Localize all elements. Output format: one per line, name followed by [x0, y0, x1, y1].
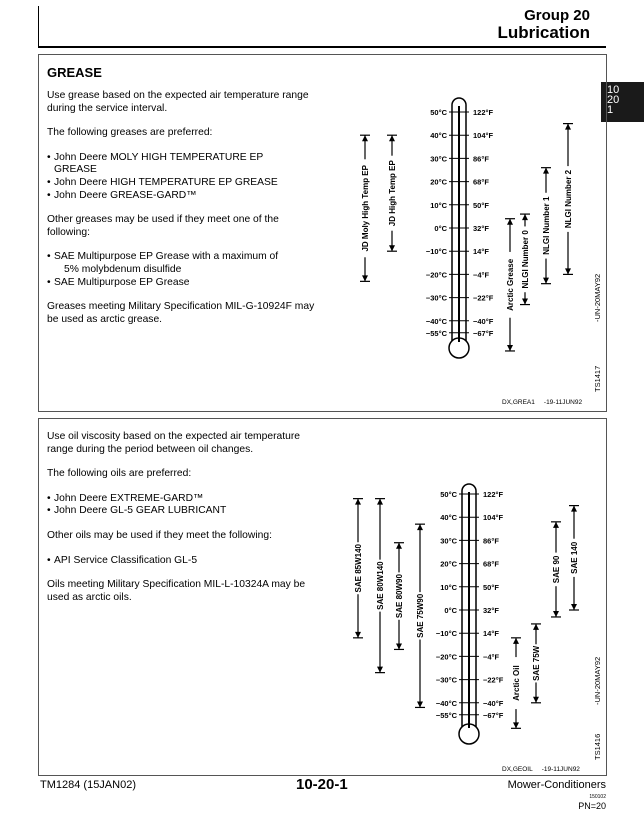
fahrenheit-label: 122°F	[483, 490, 504, 499]
celsius-label: 40°C	[440, 513, 457, 523]
arrow-up-icon	[533, 624, 539, 630]
range-label: NLGI Number 1	[542, 196, 551, 255]
grease-text	[47, 90, 317, 338]
fahrenheit-label: 32°F	[483, 606, 499, 615]
celsius-label: 0°C	[444, 606, 457, 615]
oil-arctic-note: Oils meeting Military Specification MIL-L-10324A may be used as arctic oils.	[47, 579, 306, 603]
celsius-label: −20°C	[435, 652, 457, 662]
celsius-label: 0°C	[434, 224, 447, 233]
grease-heading: GREASE	[47, 65, 102, 80]
figure-id: TS1416	[593, 733, 602, 760]
fahrenheit-labels	[473, 108, 494, 338]
grease-preferred-list	[47, 152, 317, 202]
range-label: NLGI Number 0	[521, 230, 530, 289]
celsius-label: −30°C	[425, 293, 447, 303]
group-number: Group 20	[524, 7, 590, 24]
fahrenheit-label: 50°F	[473, 200, 489, 210]
arrow-up-icon	[362, 135, 368, 141]
celsius-label: −30°C	[435, 675, 457, 685]
celsius-label: 10°C	[430, 200, 447, 210]
celsius-label: −10°C	[435, 629, 457, 639]
pn-number: PN=20	[578, 801, 606, 811]
list-item: • SAE Multipurpose EP Grease	[47, 277, 317, 290]
arrow-down-icon	[553, 611, 559, 617]
arrow-down-icon	[565, 268, 571, 274]
range-label: SAE 90	[552, 555, 561, 584]
grease-ref: DX,GREA1 -19-11JUN92	[502, 399, 583, 406]
arrow-up-icon	[377, 499, 383, 505]
arrow-up-icon	[571, 506, 577, 512]
list-item: • API Service Classification GL-5	[47, 555, 322, 568]
arrow-up-icon	[565, 124, 571, 130]
tab-line-3: 1	[607, 104, 614, 116]
range-label: SAE 75W	[532, 645, 541, 681]
range-label: NLGI Number 2	[564, 169, 573, 229]
range-label: SAE 75W90	[416, 593, 425, 638]
arrow-down-icon	[417, 701, 423, 707]
fahrenheit-label: 68°F	[483, 559, 499, 569]
celsius-label: 10°C	[440, 582, 457, 592]
figure-id: TS1417	[593, 365, 602, 392]
fahrenheit-label: 32°F	[473, 224, 489, 233]
list-item: • John Deere HIGH TEMPERATURE EP GREASE	[47, 177, 317, 190]
celsius-label: 50°C	[440, 490, 457, 499]
celsius-label: 50°C	[430, 108, 447, 117]
list-item: • John Deere GL-5 GEAR LUBRICANT	[47, 505, 322, 518]
arrow-up-icon	[396, 543, 402, 549]
list-item: • John Deere GREASE-GARD™	[47, 190, 317, 203]
celsius-label: 30°C	[440, 536, 457, 546]
fahrenheit-labels	[483, 490, 504, 720]
celsius-label: −40°C	[425, 316, 447, 326]
fahrenheit-label: 86°F	[473, 154, 489, 164]
celsius-label: −55°C	[425, 328, 447, 338]
range-label: SAE 80W140	[376, 561, 385, 610]
range-label: SAE 85W140	[354, 544, 363, 593]
fahrenheit-label: 14°F	[473, 247, 489, 257]
manual-code: TM1284 (15JAN02)	[40, 779, 136, 791]
fahrenheit-label: −67°F	[483, 710, 504, 720]
fahrenheit-label: 86°F	[483, 536, 499, 546]
arrow-down-icon	[533, 697, 539, 703]
arrow-down-icon	[571, 604, 577, 610]
oil-ref: DX,GEOIL -19-11JUN92	[502, 766, 580, 773]
grease-intro: Use grease based on the expected air temperature range during the service interval.	[47, 90, 309, 114]
range-label: SAE 80W90	[395, 574, 404, 619]
fahrenheit-label: 68°F	[473, 177, 489, 187]
arrow-up-icon	[417, 524, 423, 530]
header-left-rule	[38, 6, 39, 48]
section-title: Lubrication	[497, 23, 590, 42]
range-label: SAE 140	[570, 541, 579, 574]
list-item: • John Deere MOLY HIGH TEMPERATURE EP GREASE	[47, 152, 317, 177]
grease-other-list	[47, 251, 317, 289]
arrow-down-icon	[522, 299, 528, 305]
tab-line-2: 20	[607, 94, 620, 106]
arrow-up-icon	[507, 219, 513, 225]
celsius-label: −40°C	[435, 698, 457, 708]
celsius-label: 40°C	[430, 131, 447, 141]
oil-other-list	[47, 555, 322, 568]
range-label: Arctic Grease	[506, 258, 515, 311]
product-name: Mower-Conditioners	[507, 779, 606, 791]
arrow-up-icon	[355, 499, 361, 505]
grease-arctic-note: Greases meeting Military Specification MIL-G-10924F may be used as arctic grease.	[47, 301, 315, 325]
arrow-up-icon	[522, 214, 528, 220]
range-label: JD Moly High Temp EP	[361, 165, 370, 252]
oil-preferred-list	[47, 493, 322, 518]
fahrenheit-label: 122°F	[473, 108, 494, 117]
figure-stamp: -UN-20MAY92	[593, 656, 602, 705]
fahrenheit-label: −4°F	[483, 652, 500, 662]
oil-temperature-chart	[350, 480, 610, 770]
arrow-down-icon	[389, 245, 395, 251]
celsius-labels	[426, 108, 448, 338]
list-item: • SAE Multipurpose EP Grease with a maximum of 5% molybdenum disulfide	[47, 251, 317, 276]
arrow-down-icon	[355, 632, 361, 638]
celsius-label: 20°C	[440, 559, 457, 569]
arrow-down-icon	[362, 275, 368, 281]
celsius-label: −55°C	[435, 710, 457, 720]
grease-temperature-chart	[350, 92, 610, 404]
celsius-label: −20°C	[425, 270, 447, 280]
fahrenheit-label: −40°F	[473, 316, 494, 326]
fahrenheit-label: −22°F	[483, 675, 504, 685]
page-number: 10-20-1	[296, 776, 348, 793]
fahrenheit-label: −67°F	[473, 328, 494, 338]
grease-preferred-lead: The following greases are preferred:	[47, 127, 213, 139]
oil-other-lead: Other oils may be used if they meet the following:	[47, 529, 272, 541]
arrow-down-icon	[507, 345, 513, 351]
fahrenheit-label: 104°F	[473, 131, 494, 141]
range-label: Arctic Oil	[512, 665, 521, 701]
arrow-down-icon	[513, 722, 519, 728]
arrow-down-icon	[396, 643, 402, 649]
range-label: JD High Temp EP	[388, 160, 397, 227]
list-item: • John Deere EXTREME-GARD™	[47, 493, 322, 506]
celsius-label: 30°C	[430, 154, 447, 164]
header-rule	[38, 46, 606, 48]
grease-other-lead: Other greases may be used if they meet one of the following:	[47, 214, 279, 238]
celsius-label: 20°C	[430, 177, 447, 187]
tab-line-1: 10	[607, 84, 620, 96]
figure-stamp: -UN-20MAY92	[593, 273, 602, 322]
fahrenheit-label: 14°F	[483, 629, 499, 639]
oil-text	[47, 431, 322, 616]
arrow-up-icon	[553, 522, 559, 528]
fahrenheit-label: −22°F	[473, 293, 494, 303]
fahrenheit-label: 50°F	[483, 582, 499, 592]
oil-preferred-lead: The following oils are preferred:	[47, 468, 192, 480]
celsius-label: −10°C	[425, 247, 447, 257]
celsius-labels	[436, 490, 458, 720]
arrow-up-icon	[543, 168, 549, 174]
arrow-up-icon	[513, 638, 519, 644]
arrow-down-icon	[377, 667, 383, 673]
fahrenheit-label: −4°F	[473, 270, 490, 280]
fahrenheit-label: 104°F	[483, 513, 504, 523]
footer-code: 150102	[589, 794, 606, 800]
arrow-down-icon	[543, 278, 549, 284]
fahrenheit-label: −40°F	[483, 698, 504, 708]
arrow-up-icon	[389, 135, 395, 141]
oil-intro: Use oil viscosity based on the expected air temperature range during the period between oil changes.	[47, 431, 300, 455]
